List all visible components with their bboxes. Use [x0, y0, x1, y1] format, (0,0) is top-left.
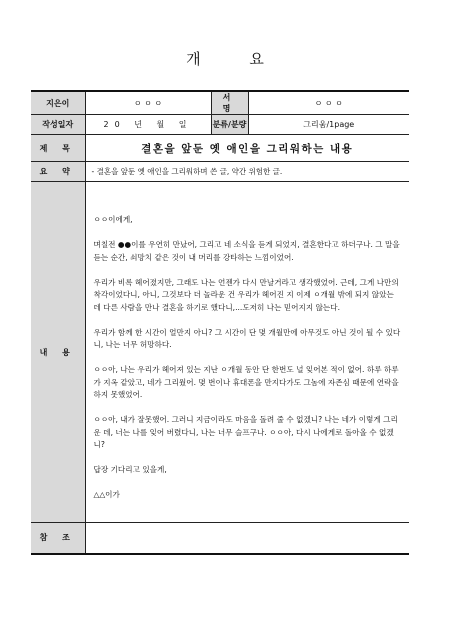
signature-value: ㅇ ㅇ ㅇ: [248, 91, 409, 115]
letter-paragraph: ㅇㅇ아, 나는 우리가 헤어져 있는 지난 ㅇ개월 동안 단 한번도 널 잊어본 적이 없어. 하루 하루가 지옥 같았고, 네가 그리웠어. 몇 번이나 휴대폰을 만지다가도 그놈에 자존심 때문에 연락을 하지 못했었어.: [93, 365, 399, 399]
letter-paragraph: 며칠전 ●●이를 우연히 만났어, 그리고 네 소식을 듣게 되었지, 결혼한다고 하더구나. 그 말을 듣는 순간, 쇠망치 같은 것이 내 머리를 강타하는 느낌이었어.: [93, 240, 400, 262]
letter-paragraph: ㅇㅇ아, 내가 잘못했어. 그러니 지금이라도 마음을 돌려 줄 수 없겠니? 나는 네가 이렇게 그리운 데, 너는 나를 잊어 버렸다니, 나는 너무 슬프구나. ㅇㅇ아, 다시 나에게로 돌아올 수 없겠니?: [93, 415, 398, 449]
date-row: [31, 115, 409, 135]
subject-label: 제 목: [31, 135, 85, 162]
letter-paragraph: 우리가 비록 헤어졌지만, 그래도 나는 언젠가 다시 만날거라고 생각했었어. 근데, 그게 나만의 착각이었다니, 아니, 그것보다 더 놀라운 건 우리가 헤어진 지 이제 ㅇ개월 밖에 되지 않았는데 다른 사람을 만나 결혼을 하기로 했다니,...도저히 나는 믿어지지 않는다.: [93, 277, 399, 312]
category-value: 그리움/1page: [248, 115, 409, 135]
summary-value: - 결혼을 앞둔 옛 애인을 그리워하며 쓴 글, 약간 위험한 글.: [85, 162, 409, 182]
date-label: 작성일자: [31, 115, 85, 135]
date-value: 20 년 월 일: [85, 115, 211, 135]
subject-row: [31, 135, 409, 162]
author-row: [31, 91, 409, 115]
summary-label: 요 약: [31, 162, 85, 182]
letter-signature: △△이가: [93, 490, 120, 499]
content-row: [31, 182, 409, 523]
reference-row: [31, 523, 409, 554]
reference-value: [85, 523, 409, 554]
document-title: 개 요: [186, 50, 286, 68]
letter-paragraph: 우리가 함께 한 시간이 얼만지 아니? 그 시간이 단 몇 개월만에 아무것도 아닌 것이 될 수 있다니, 나는 너무 허망하다.: [93, 327, 401, 349]
letter-body: [85, 182, 409, 523]
author-value: ㅇ ㅇ ㅇ: [85, 91, 211, 115]
outline-form-table: [31, 90, 409, 555]
signature-label: 서 명: [211, 91, 248, 115]
content-label: 내 용: [31, 182, 85, 523]
letter-greeting: ㅇㅇ이에게,: [93, 215, 133, 224]
author-label: 지은이: [31, 91, 85, 115]
reference-label: 참 조: [31, 523, 85, 554]
category-label: 분류/분량: [211, 115, 248, 135]
subject-value: 결혼을 앞둔 옛 애인을 그리워하는 내용: [85, 135, 409, 162]
letter-closing: 답장 기다리고 있을게,: [93, 465, 167, 474]
summary-row: [31, 162, 409, 182]
